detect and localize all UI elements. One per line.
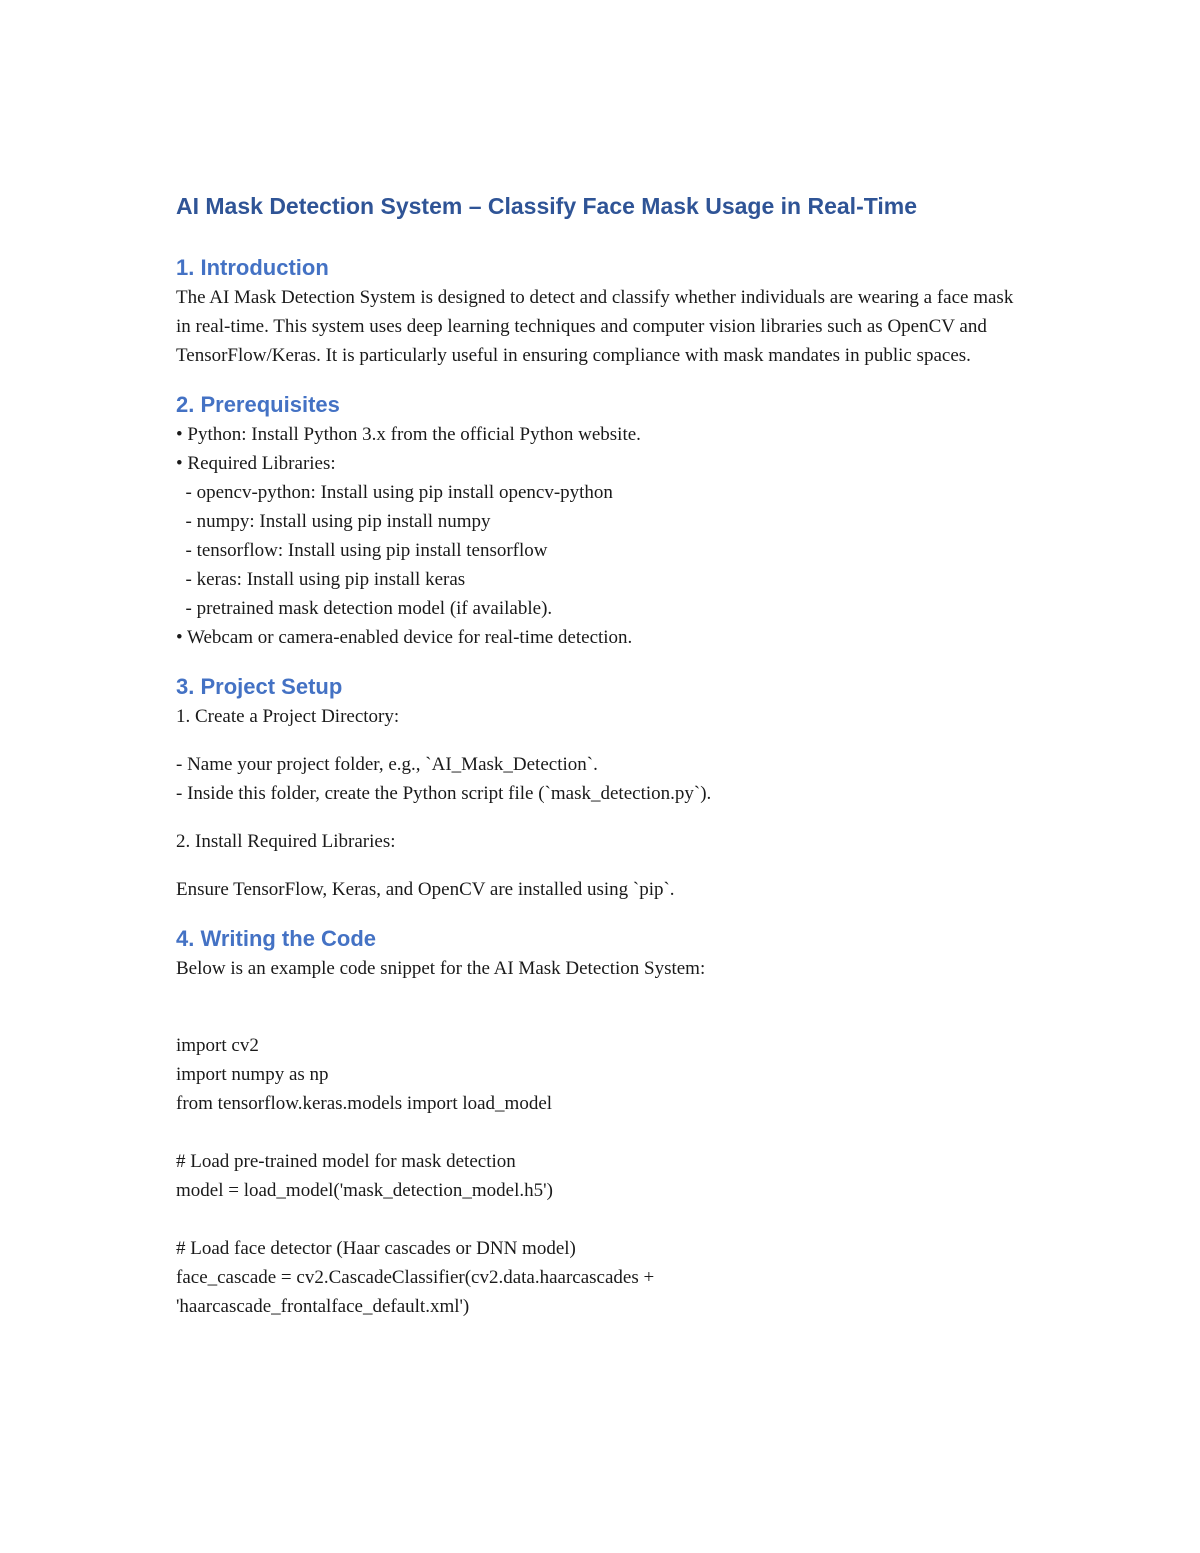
prerequisite-item: - keras: Install using pip install keras [176, 569, 466, 590]
prerequisites-heading: 2. Prerequisites [176, 392, 340, 417]
introduction-text: The AI Mask Detection System is designed to detect and classify whether individuals are wearing a face mask in real-time. This system uses deep learning techniques and computer vision libraries such as OpenCV and TensorFlow/Keras. It is particularly useful in ensuring compliance with mask mandates in public spaces. [176, 287, 1014, 366]
document-page [176, 188, 1026, 1341]
setup-step-2-text: Ensure TensorFlow, Keras, and OpenCV are installed using `pip`. [176, 879, 675, 900]
prerequisite-item: - numpy: Install using pip install numpy [176, 511, 491, 532]
prerequisite-item: - tensorflow: Install using pip install tensorflow [176, 540, 548, 561]
setup-step-1-item: - Name your project folder, e.g., `AI_Mask_Detection`. [176, 754, 598, 775]
code-line: # Load face detector (Haar cascades or DNN model) [176, 1238, 576, 1259]
code-line: face_cascade = cv2.CascadeClassifier(cv2.data.haarcascades + [176, 1267, 655, 1288]
writing-code-heading: 4. Writing the Code [176, 926, 377, 951]
setup-step-1-item: - Inside this folder, create the Python script file (`mask_detection.py`). [176, 783, 712, 804]
prerequisite-item: • Required Libraries: [176, 453, 336, 474]
code-blank-line [176, 1205, 1026, 1234]
project-setup-heading: 3. Project Setup [176, 674, 343, 699]
code-line: # Load pre-trained model for mask detection [176, 1151, 516, 1172]
code-line: import numpy as np [176, 1064, 329, 1085]
code-snippet [176, 1031, 1026, 1321]
code-blank-line [176, 1118, 1026, 1147]
code-line: model = load_model('mask_detection_model.h5') [176, 1180, 553, 1201]
prerequisite-item: • Webcam or camera-enabled device for real-time detection. [176, 627, 633, 648]
prerequisite-item: - opencv-python: Install using pip install opencv-python [176, 482, 613, 503]
introduction-section [176, 253, 1026, 370]
code-line: import cv2 [176, 1035, 259, 1056]
writing-code-section [176, 924, 1026, 1321]
setup-step-1: 1. Create a Project Directory: [176, 706, 400, 727]
code-line: from tensorflow.keras.models import load_model [176, 1093, 553, 1114]
setup-step-2: 2. Install Required Libraries: [176, 831, 396, 852]
code-line: 'haarcascade_frontalface_default.xml') [176, 1296, 470, 1317]
prerequisite-item: - pretrained mask detection model (if available). [176, 598, 553, 619]
project-setup-section [176, 672, 1026, 904]
prerequisite-item: • Python: Install Python 3.x from the official Python website. [176, 424, 641, 445]
writing-code-intro: Below is an example code snippet for the AI Mask Detection System: [176, 958, 706, 979]
document-title: AI Mask Detection System – Classify Face Mask Usage in Real-Time [176, 193, 917, 219]
prerequisites-section [176, 390, 1026, 652]
introduction-heading: 1. Introduction [176, 255, 329, 280]
